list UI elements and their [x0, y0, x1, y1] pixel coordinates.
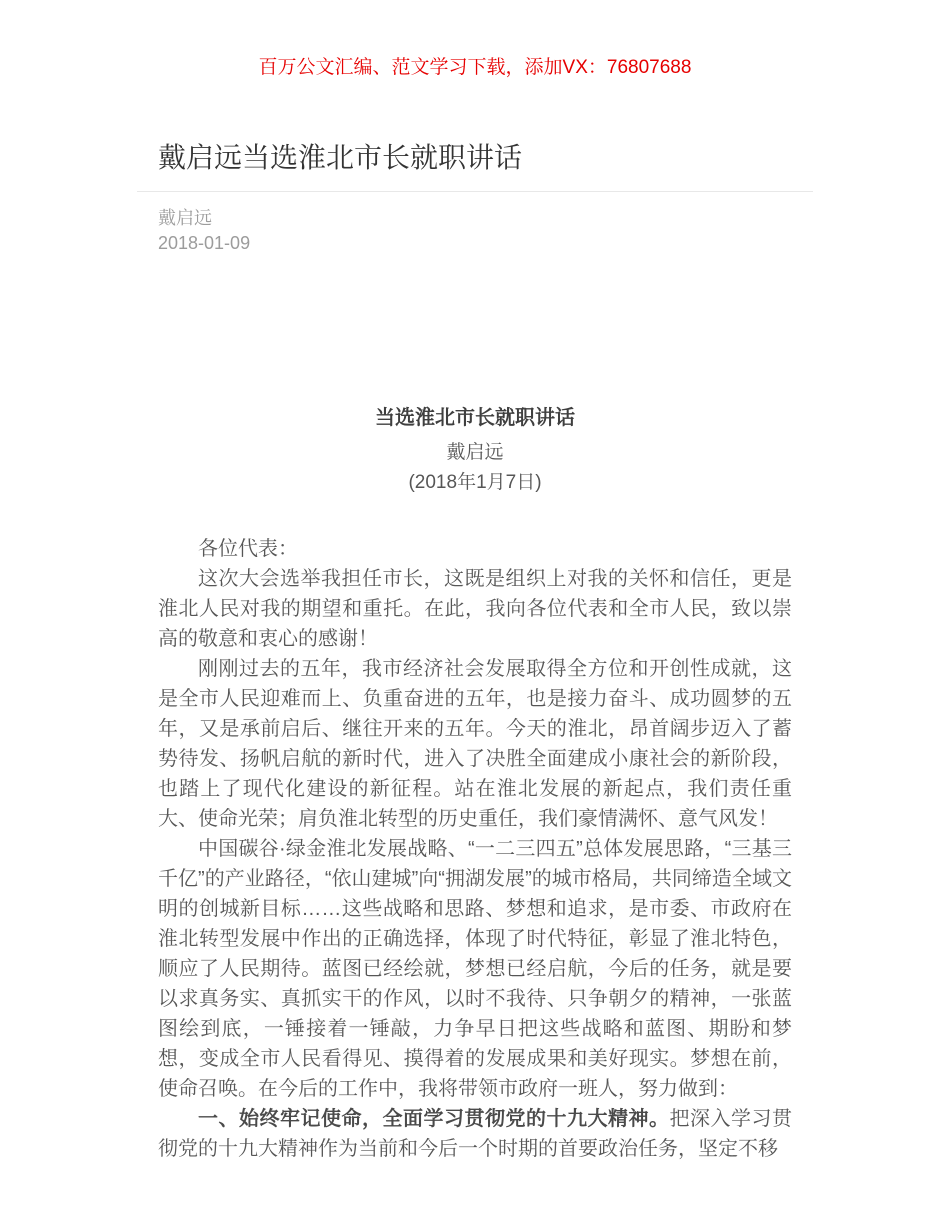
salutation-paragraph: 各位代表： [198, 538, 298, 560]
numbered-point-body: 把深入学习贯彻党的十九大精神作为当前和今后一个时期的首要政治任务，坚定不移 [158, 1108, 792, 1160]
publish-date: 2018-01-09 [158, 233, 251, 253]
doc-title: 当选淮北市长就职讲话 [375, 407, 575, 429]
paragraph: 这次大会选举我担任市长，这既是组织上对我的关怀和信任，更是淮北人民对我的期望和重托。在此，我向各位代表和全市人民，致以崇高的敬意和衷心的感谢！ [158, 568, 792, 650]
article-body [137, 534, 813, 1164]
article-meta [137, 206, 813, 256]
page-title: 戴启远当选淮北市长就职讲话 [158, 142, 523, 173]
doc-author: 戴启远 [446, 442, 504, 463]
promo-banner: 百万公文汇编、范文学习下载，添加VX：76807688 [258, 57, 692, 78]
paragraph: 刚刚过去的五年，我市经济社会发展取得全方位和开创性成就，这是全市人民迎难而上、负重奋进的五年，也是接力奋斗、成功圆梦的五年，又是承前启后、继往开来的五年。今天的淮北，昂首阔步迈入了蓄势待发、扬帆启航的新时代，进入了决胜全面建成小康社会的新阶段，也踏上了现代化建设的新征程。站在淮北发展的新起点，我们责任重大、使命光荣；肩负淮北转型的历史重任，我们豪情满怀、意气风发！ [158, 658, 792, 830]
page-container [137, 141, 813, 1164]
numbered-point-heading: 一、始终牢记使命，全面学习贯彻党的十九大精神。 [198, 1108, 670, 1130]
paragraph: 中国碳谷·绿金淮北发展战略、“一二三四五”总体发展思路，“三基三千亿”的产业路径，“依山建城”向“拥湖发展”的城市格局，共同缔造全域文明的创城新目标……这些战略和思路、梦想和追求，是市委、市政府在淮北转型发展中作出的正确选择，体现了时代特征，彰显了淮北特色，顺应了人民期待。蓝图已经绘就，梦想已经启航，今后的任务，就是要以求真务实、真抓实干的作风，以时不我待、只争朝夕的精神，一张蓝图绘到底，一锤接着一锤敲，力争早日把这些战略和蓝图、期盼和梦想，变成全市人民看得见、摸得着的发展成果和美好现实。梦想在前，使命召唤。在今后的工作中，我将带领市政府一班人，努力做到： [158, 838, 792, 1100]
author-name: 戴启远 [158, 208, 212, 228]
doc-date: (2018年1月7日) [408, 472, 542, 493]
article-content [137, 406, 813, 1164]
title-divider [137, 191, 813, 192]
numbered-point-paragraph [158, 1104, 792, 1164]
